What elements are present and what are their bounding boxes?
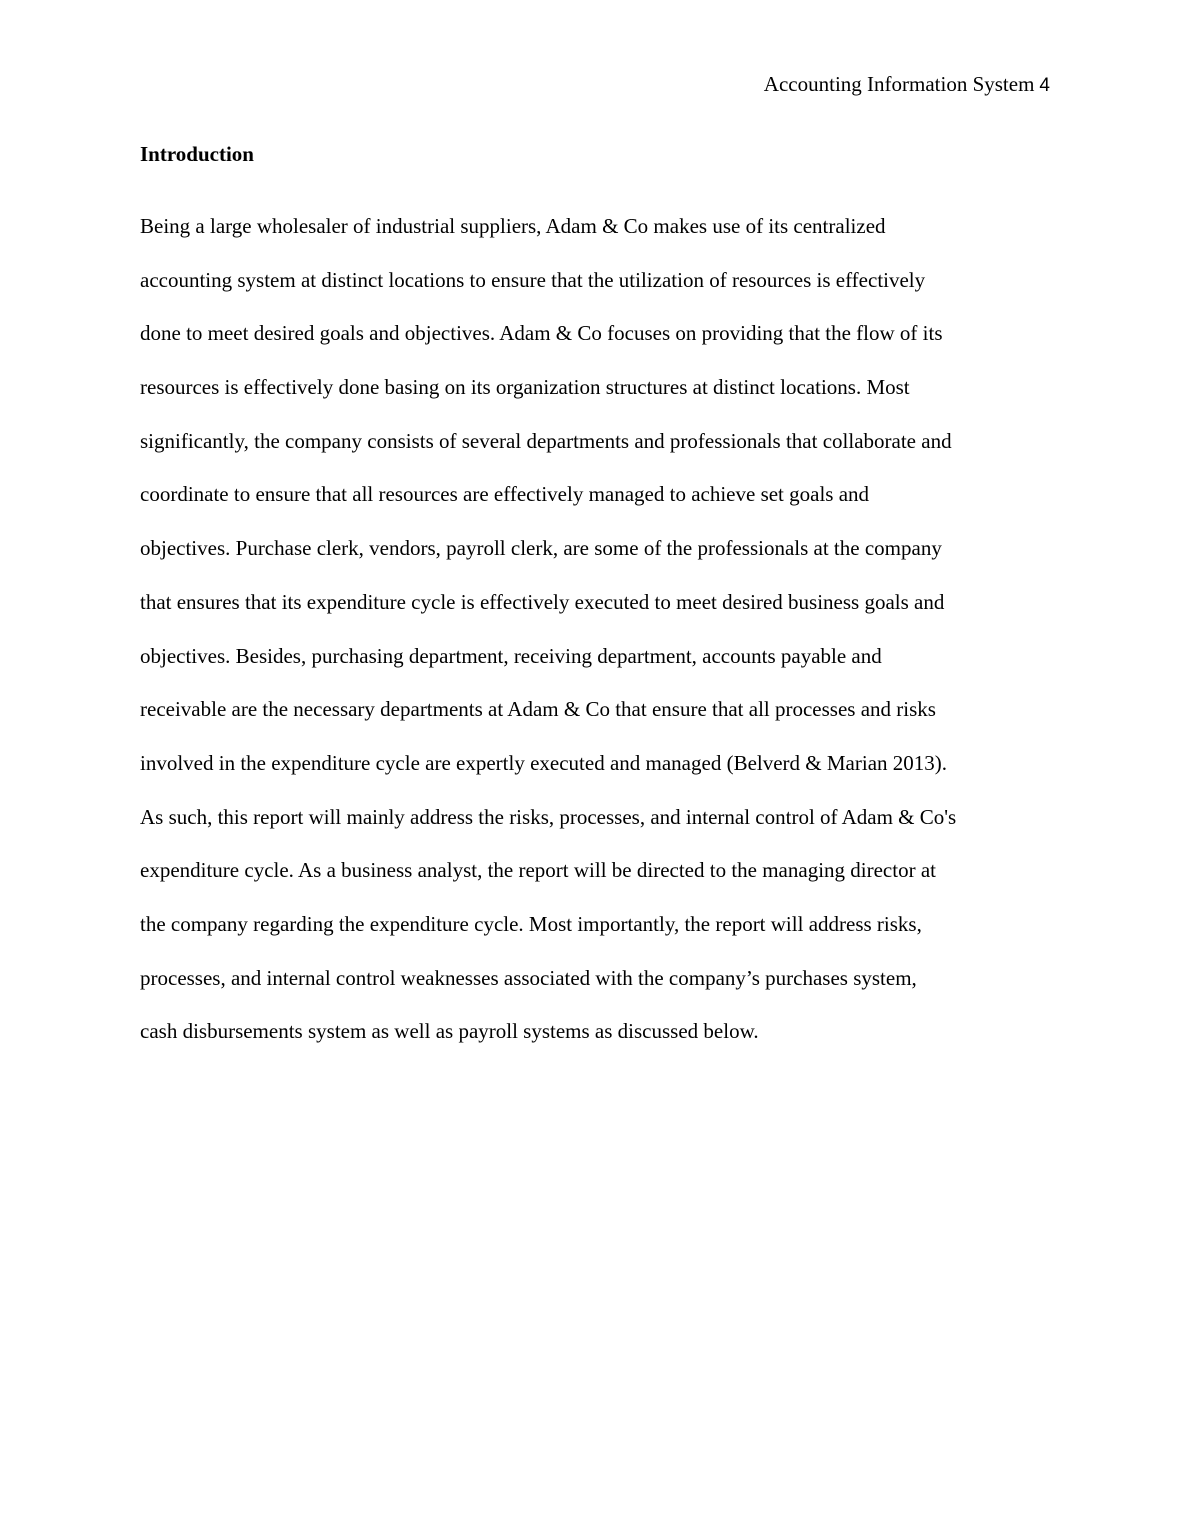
page-number: 4 [1039, 75, 1050, 96]
section-heading: Introduction [140, 142, 254, 166]
paragraph-line: resources is effectively done basing on its organization structures at distinct locations. Most [140, 375, 910, 400]
paragraph-line: objectives. Besides, purchasing department, receiving department, accounts payable and [140, 643, 882, 668]
introduction-paragraph [140, 210, 1060, 1069]
paragraph-line: significantly, the company consists of several departments and professionals that collaborate and [140, 428, 952, 453]
paragraph-line: cash disbursements system as well as payroll systems as discussed below. [140, 1019, 759, 1044]
paragraph-line: done to meet desired goals and objectives. Adam & Co focuses on providing that the flow of its [140, 321, 943, 346]
paragraph-line: processes, and internal control weaknesses associated with the company’s purchases system, [140, 965, 917, 990]
paragraph-line: receivable are the necessary departments at Adam & Co that ensure that all processes and risks [140, 697, 936, 722]
paragraph-line: coordinate to ensure that all resources are effectively managed to achieve set goals and [140, 482, 870, 507]
paragraph-line: objectives. Purchase clerk, vendors, payroll clerk, are some of the professionals at the company [140, 536, 942, 561]
paragraph-line: involved in the expenditure cycle are expertly executed and managed (Belverd & Marian 2013). [140, 750, 948, 775]
paragraph-line: expenditure cycle. As a business analyst, the report will be directed to the managing director at [140, 858, 936, 883]
running-header [764, 70, 1050, 100]
paragraph-line: the company regarding the expenditure cycle. Most importantly, the report will address risks, [140, 911, 922, 936]
paragraph-line: As such, this report will mainly address the risks, processes, and internal control of Adam & Co's [140, 804, 957, 829]
paragraph-line: that ensures that its expenditure cycle is effectively executed to meet desired business goals and [140, 589, 945, 614]
paragraph-line: accounting system at distinct locations to ensure that the utilization of resources is effectively [140, 267, 926, 292]
paragraph-line: Being a large wholesaler of industrial suppliers, Adam & Co makes use of its centralized [140, 214, 886, 238]
running-header-title: Accounting Information System [763, 72, 1035, 96]
